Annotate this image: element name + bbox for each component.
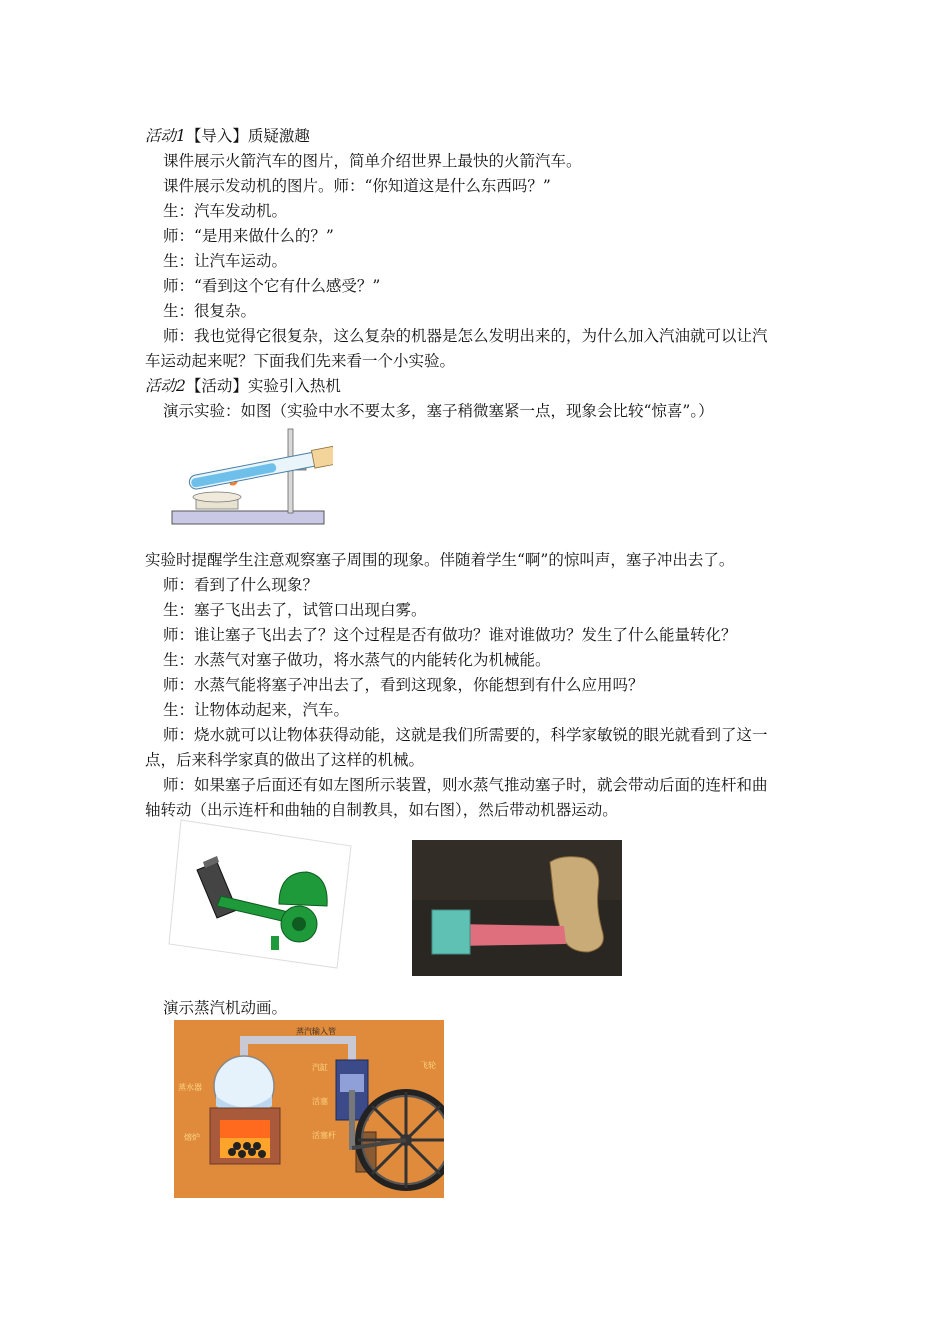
activity2-title: 【活动】实验引入热机 [185, 377, 341, 395]
label-piston: 活塞 [312, 1097, 328, 1106]
label-furnace: 熔炉 [184, 1133, 200, 1142]
paragraph-line: 生：汽车发动机。 [163, 202, 288, 220]
paragraph-line: 师：水蒸气能将塞子冲出去了，看到这现象，你能想到有什么应用吗？ [163, 676, 644, 694]
paragraph-line: 师：谁让塞子飞出去了？这个过程是否有做功？谁对谁做功？发生了什么能量转化？ [163, 626, 737, 644]
paragraph-line: 师：如果塞子后面还有如左图所示装置，则水蒸气推动塞子时，就会带动后面的连杆和曲 [163, 776, 768, 794]
paragraph-line: 师：“看到这个它有什么感受？” [163, 277, 381, 295]
activity2-heading [145, 374, 341, 398]
label-boiler: 蒸水器 [178, 1083, 202, 1092]
paragraph-line: 轴转动（出示连杆和曲轴的自制教具，如右图），然后带动机器运动。 [145, 801, 618, 819]
paragraph-line: 生：让物体动起来，汽车。 [163, 701, 350, 719]
paragraph-line: 生：很复杂。 [163, 302, 257, 320]
paragraph-line: 师：烧水就可以让物体获得动能，这就是我们所需要的，科学家敏锐的眼光就看到了这一 [163, 726, 768, 744]
paragraph-line: 课件展示发动机的图片。师：“你知道这是什么东西吗？” [163, 177, 551, 195]
animation-line: 演示蒸汽机动画。 [163, 999, 288, 1017]
paragraph-line: 点，后来科学家真的做出了这样的机械。 [145, 751, 425, 769]
self-made-model-photo [412, 840, 622, 976]
label-piston-rod: 活塞杆 [312, 1131, 336, 1140]
paragraph-line: 师：我也觉得它很复杂，这么复杂的机器是怎么发明出来的，为什么加入汽油就可以让汽 [163, 327, 768, 345]
activity2-tag: 活动2 [145, 377, 186, 395]
activity1-heading [145, 124, 310, 148]
paragraph-line: 生：水蒸气对塞子做功，将水蒸气的内能转化为机械能。 [163, 651, 551, 669]
paragraph-line: 实验时提醒学生注意观察塞子周围的现象。伴随着学生“啊”的惊叫声，塞子冲出去了。 [145, 551, 735, 569]
paragraph-line: 师：看到了什么现象？ [163, 576, 319, 594]
test-tube-experiment-figure [168, 425, 333, 529]
crank-rod-diagram [167, 818, 353, 970]
activity1-title: 【导入】质疑激趣 [185, 127, 310, 145]
label-flywheel: 飞轮 [420, 1061, 436, 1070]
label-steam-pipe: 蒸汽输入管 [296, 1027, 336, 1036]
label-cylinder: 汽缸 [312, 1063, 328, 1072]
demo-line: 演示实验：如图（实验中水不要太多，塞子稍微塞紧一点，现象会比较“惊喜”。） [163, 402, 714, 420]
paragraph-line: 生：让汽车运动。 [163, 252, 288, 270]
paragraph-line: 生：塞子飞出去了，试管口出现白雾。 [163, 601, 427, 619]
steam-engine-diagram [174, 1020, 444, 1198]
paragraph-line: 车运动起来呢？下面我们先来看一个小实验。 [145, 352, 456, 370]
paragraph-line: 师：“是用来做什么的？” [163, 227, 334, 245]
paragraph-line: 课件展示火箭汽车的图片，简单介绍世界上最快的火箭汽车。 [163, 152, 582, 170]
activity1-tag: 活动1 [145, 127, 186, 145]
